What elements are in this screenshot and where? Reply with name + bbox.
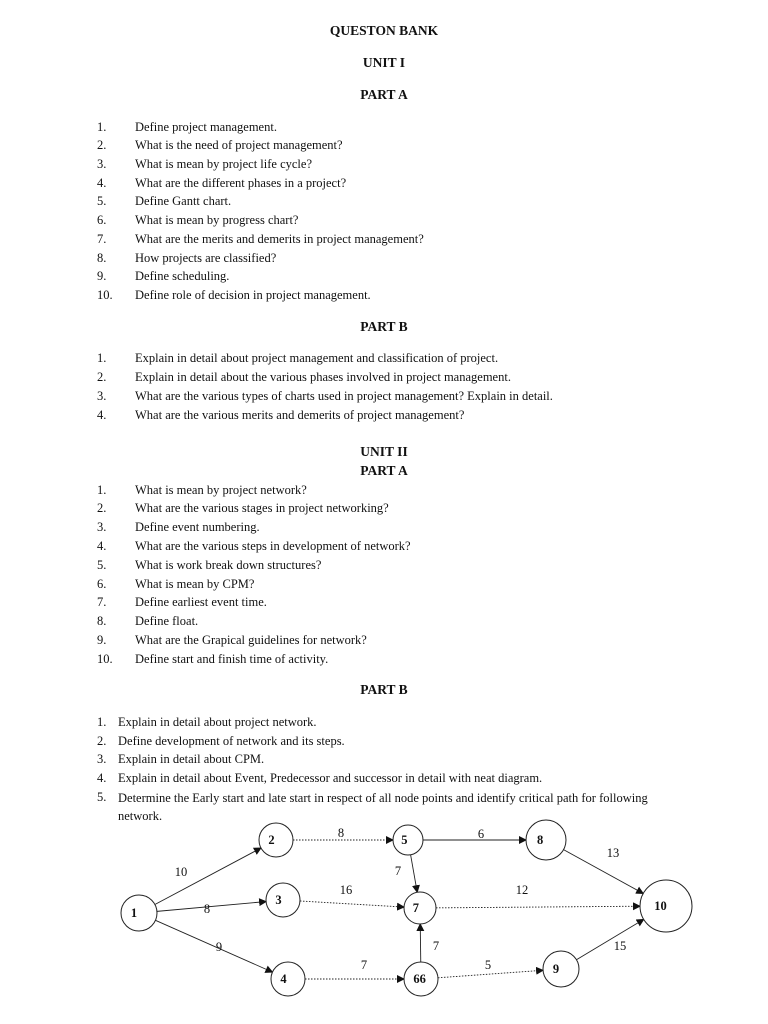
node-label: 1 <box>130 906 138 920</box>
network-edge-n66-n7 <box>420 924 421 962</box>
node-label: 5 <box>401 833 408 847</box>
edge-weight-label: 8 <box>203 902 211 916</box>
network-edge-n5-n7 <box>411 855 418 892</box>
edge-weight-label: 8 <box>337 826 345 840</box>
node-label: 66 <box>413 972 426 986</box>
network-node-3 <box>266 883 300 917</box>
unit2-part-b-heading: PART B <box>360 682 408 697</box>
edge-weight-label: 7 <box>360 958 368 972</box>
network-node-9 <box>543 951 579 987</box>
network-node-8 <box>526 820 566 860</box>
network-node-4 <box>271 962 305 996</box>
document-title: QUESTON BANK <box>329 23 439 38</box>
unit1-heading: UNIT I <box>362 55 406 70</box>
node-label: 4 <box>280 972 287 986</box>
node-label: 9 <box>552 962 560 976</box>
unit2-heading: UNIT II <box>360 444 408 459</box>
edge-weight-label: 16 <box>339 883 353 897</box>
edge-weight-label: 10 <box>174 865 188 879</box>
edge-weight-label: 15 <box>613 939 627 953</box>
network-edge-n1-n3 <box>157 902 266 912</box>
edge-weight-label: 5 <box>484 958 492 972</box>
node-label: 7 <box>412 901 420 915</box>
network-node-5 <box>393 825 423 855</box>
network-node-2 <box>259 823 293 857</box>
network-node-7 <box>404 892 436 924</box>
network-edge-n7-n10 <box>436 906 640 908</box>
node-label: 10 <box>654 899 667 913</box>
unit1-part-a-heading: PART A <box>360 87 408 102</box>
edge-weight-label: 12 <box>515 883 529 897</box>
edge-weight-label: 9 <box>215 940 223 954</box>
network-edge-n1-n4 <box>155 920 272 972</box>
node-label: 2 <box>268 833 275 847</box>
edge-weight-label: 7 <box>394 864 402 878</box>
edge-weight-label: 6 <box>477 827 485 841</box>
network-edge-n3-n7 <box>300 901 404 907</box>
edge-weight-label: 13 <box>606 846 620 860</box>
network-node-1 <box>121 895 157 931</box>
unit2-part-a-heading: PART A <box>360 463 408 478</box>
unit1-part-b-heading: PART B <box>360 319 408 334</box>
network-edge-n9-n10 <box>576 919 643 959</box>
network-edge-n1-n2 <box>155 848 261 905</box>
node-label: 8 <box>537 833 544 847</box>
node-label: 3 <box>275 893 282 907</box>
edge-weight-label: 7 <box>432 939 440 953</box>
network-edge-n8-n10 <box>564 850 644 894</box>
